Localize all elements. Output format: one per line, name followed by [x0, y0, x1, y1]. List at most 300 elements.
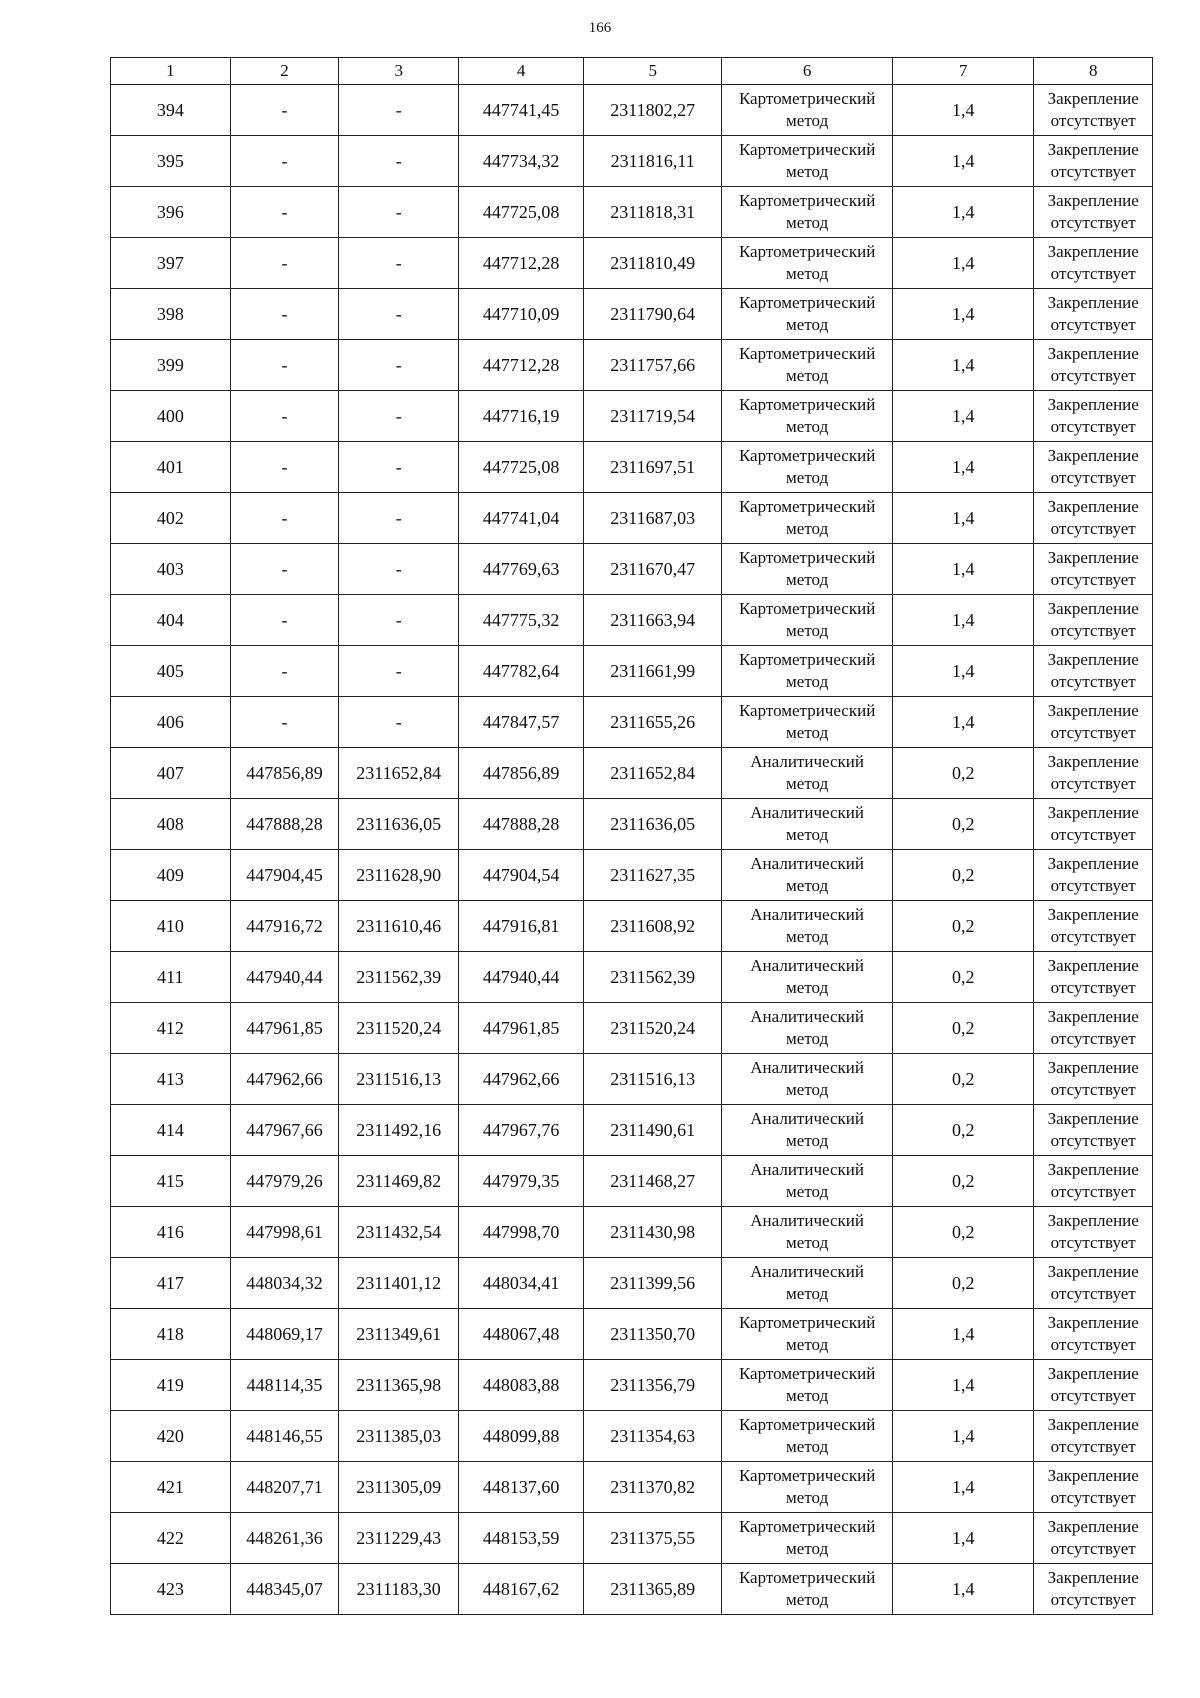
coordinate-cell: 2311305,09	[339, 1462, 459, 1513]
method-name: Аналитический	[750, 1109, 864, 1128]
method-name: Картометрический	[738, 1415, 876, 1434]
coordinate-cell: 448137,60	[459, 1462, 584, 1513]
column-header: 5	[584, 58, 722, 85]
coordinate-cell: 448099,88	[459, 1411, 584, 1462]
point-number-cell: 400	[111, 391, 231, 442]
method-word: метод	[786, 1590, 829, 1609]
fixing-cell	[1034, 697, 1153, 748]
method-cell	[722, 238, 893, 289]
method-cell	[722, 1462, 893, 1513]
column-header: 7	[893, 58, 1034, 85]
method-name: Картометрический	[738, 140, 876, 159]
fixing-word: Закрепление	[1047, 599, 1139, 618]
point-number-cell: 418	[111, 1309, 231, 1360]
method-cell	[722, 1156, 893, 1207]
method-cell	[722, 850, 893, 901]
coordinate-cell: 2311370,82	[584, 1462, 722, 1513]
point-number-cell: 411	[111, 952, 231, 1003]
fixing-status: отсутствует	[1050, 1182, 1136, 1201]
table-row	[111, 1513, 1153, 1564]
method-cell	[722, 595, 893, 646]
method-name: Картометрический	[738, 446, 876, 465]
accuracy-cell: 0,2	[893, 1156, 1034, 1207]
fixing-cell	[1034, 1513, 1153, 1564]
point-number-cell: 417	[111, 1258, 231, 1309]
coordinate-cell: 2311562,39	[584, 952, 722, 1003]
fixing-cell	[1034, 544, 1153, 595]
point-number-cell: 394	[111, 85, 231, 136]
table-row	[111, 544, 1153, 595]
coordinate-cell: -	[339, 442, 459, 493]
fixing-status: отсутствует	[1050, 1335, 1136, 1354]
fixing-status: отсутствует	[1050, 876, 1136, 895]
coordinate-cell: 447725,08	[459, 187, 584, 238]
coordinate-cell: 447904,45	[230, 850, 339, 901]
table-row	[111, 748, 1153, 799]
coordinate-cell: 448153,59	[459, 1513, 584, 1564]
fixing-status: отсутствует	[1050, 1386, 1136, 1405]
table-row	[111, 1258, 1153, 1309]
accuracy-cell: 1,4	[893, 442, 1034, 493]
page-number: 166	[588, 20, 612, 36]
method-cell	[722, 799, 893, 850]
method-name: Аналитический	[750, 1160, 864, 1179]
method-name: Аналитический	[750, 1262, 864, 1281]
coordinate-cell: -	[230, 136, 339, 187]
fixing-word: Закрепление	[1047, 1568, 1139, 1587]
point-number-cell: 408	[111, 799, 231, 850]
coordinate-cell: 447962,66	[230, 1054, 339, 1105]
accuracy-cell: 1,4	[893, 1360, 1034, 1411]
method-word: метод	[786, 1029, 829, 1048]
fixing-word: Закрепление	[1047, 191, 1139, 210]
point-number-cell: 406	[111, 697, 231, 748]
fixing-word: Закрепление	[1047, 803, 1139, 822]
method-cell	[722, 136, 893, 187]
fixing-status: отсутствует	[1050, 315, 1136, 334]
accuracy-cell: 1,4	[893, 1309, 1034, 1360]
point-number-cell: 413	[111, 1054, 231, 1105]
table-row	[111, 1003, 1153, 1054]
accuracy-cell: 1,4	[893, 391, 1034, 442]
method-name: Аналитический	[750, 1211, 864, 1230]
coordinate-cell: 447967,76	[459, 1105, 584, 1156]
point-number-cell: 401	[111, 442, 231, 493]
coordinate-cell: 2311350,70	[584, 1309, 722, 1360]
point-number-cell: 398	[111, 289, 231, 340]
method-cell	[722, 697, 893, 748]
point-number-cell: 403	[111, 544, 231, 595]
coordinate-cell: -	[230, 391, 339, 442]
coordinate-cell: -	[339, 238, 459, 289]
method-name: Картометрический	[738, 1517, 876, 1536]
method-cell	[722, 1207, 893, 1258]
coordinate-cell: 2311468,27	[584, 1156, 722, 1207]
coordinate-cell: 2311810,49	[584, 238, 722, 289]
coordinate-cell: 2311401,12	[339, 1258, 459, 1309]
method-name: Картометрический	[738, 1568, 876, 1587]
coordinate-cell: 2311627,35	[584, 850, 722, 901]
method-name: Картометрический	[738, 1313, 876, 1332]
method-name: Картометрический	[738, 242, 876, 261]
fixing-cell	[1034, 1054, 1153, 1105]
fixing-status: отсутствует	[1050, 1590, 1136, 1609]
method-cell	[722, 1258, 893, 1309]
method-word: метод	[786, 1539, 829, 1558]
coordinate-cell: 2311802,27	[584, 85, 722, 136]
method-cell	[722, 1309, 893, 1360]
coordinate-cell: 448345,07	[230, 1564, 339, 1615]
coordinate-cell: 2311365,98	[339, 1360, 459, 1411]
method-cell	[722, 1564, 893, 1615]
point-number-cell: 422	[111, 1513, 231, 1564]
method-word: метод	[786, 111, 829, 130]
method-word: метод	[786, 927, 829, 946]
fixing-word: Закрепление	[1047, 752, 1139, 771]
accuracy-cell: 0,2	[893, 1105, 1034, 1156]
coordinate-cell: -	[339, 136, 459, 187]
coordinate-cell: 2311356,79	[584, 1360, 722, 1411]
coordinate-cell: -	[339, 85, 459, 136]
fixing-word: Закрепление	[1047, 1211, 1139, 1230]
accuracy-cell: 0,2	[893, 952, 1034, 1003]
fixing-word: Закрепление	[1047, 854, 1139, 873]
method-cell	[722, 544, 893, 595]
fixing-word: Закрепление	[1047, 701, 1139, 720]
coordinate-cell: 2311516,13	[339, 1054, 459, 1105]
table-row	[111, 1105, 1153, 1156]
coordinate-cell: 2311661,99	[584, 646, 722, 697]
table-header-row	[111, 58, 1153, 85]
accuracy-cell: 1,4	[893, 1513, 1034, 1564]
table-row	[111, 850, 1153, 901]
point-number-cell: 423	[111, 1564, 231, 1615]
method-word: метод	[786, 978, 829, 997]
table-row	[111, 697, 1153, 748]
coordinate-cell: 2311608,92	[584, 901, 722, 952]
fixing-cell	[1034, 340, 1153, 391]
table-row	[111, 493, 1153, 544]
point-number-cell: 399	[111, 340, 231, 391]
coordinate-cell: 2311655,26	[584, 697, 722, 748]
fixing-status: отсутствует	[1050, 825, 1136, 844]
fixing-status: отсутствует	[1050, 621, 1136, 640]
coordinate-cell: 2311385,03	[339, 1411, 459, 1462]
table-row	[111, 85, 1153, 136]
accuracy-cell: 1,4	[893, 238, 1034, 289]
fixing-status: отсутствует	[1050, 519, 1136, 538]
coordinate-cell: 2311636,05	[339, 799, 459, 850]
fixing-status: отсутствует	[1050, 111, 1136, 130]
coordinate-cell: 447734,32	[459, 136, 584, 187]
coordinate-cell: 447967,66	[230, 1105, 339, 1156]
accuracy-cell: 1,4	[893, 1564, 1034, 1615]
method-name: Картометрический	[738, 548, 876, 567]
coordinate-cell: 2311562,39	[339, 952, 459, 1003]
method-word: метод	[786, 1284, 829, 1303]
coordinates-table	[110, 57, 1153, 1615]
coordinate-cell: 448034,32	[230, 1258, 339, 1309]
coordinate-cell: 2311520,24	[339, 1003, 459, 1054]
fixing-word: Закрепление	[1047, 395, 1139, 414]
fixing-word: Закрепление	[1047, 89, 1139, 108]
column-header: 8	[1034, 58, 1153, 85]
point-number-cell: 405	[111, 646, 231, 697]
method-name: Аналитический	[750, 752, 864, 771]
point-number-cell: 421	[111, 1462, 231, 1513]
accuracy-cell: 0,2	[893, 1207, 1034, 1258]
coordinate-cell: 447769,63	[459, 544, 584, 595]
coordinate-cell: 2311816,11	[584, 136, 722, 187]
method-name: Аналитический	[750, 803, 864, 822]
fixing-word: Закрепление	[1047, 1262, 1139, 1281]
fixing-cell	[1034, 493, 1153, 544]
accuracy-cell: 1,4	[893, 340, 1034, 391]
coordinate-cell: -	[230, 697, 339, 748]
method-word: метод	[786, 723, 829, 742]
method-cell	[722, 1105, 893, 1156]
point-number-cell: 415	[111, 1156, 231, 1207]
fixing-status: отсутствует	[1050, 1233, 1136, 1252]
method-cell	[722, 391, 893, 442]
fixing-word: Закрепление	[1047, 650, 1139, 669]
method-word: метод	[786, 1488, 829, 1507]
method-name: Картометрический	[738, 701, 876, 720]
fixing-cell	[1034, 289, 1153, 340]
point-number-cell: 409	[111, 850, 231, 901]
method-word: метод	[786, 774, 829, 793]
table-body	[111, 85, 1153, 1615]
method-word: метод	[786, 519, 829, 538]
table-row	[111, 187, 1153, 238]
fixing-cell	[1034, 952, 1153, 1003]
accuracy-cell: 0,2	[893, 901, 1034, 952]
method-cell	[722, 748, 893, 799]
coordinate-cell: 2311719,54	[584, 391, 722, 442]
column-header: 3	[339, 58, 459, 85]
table-row	[111, 1411, 1153, 1462]
method-name: Аналитический	[750, 1058, 864, 1077]
coordinate-cell: 448034,41	[459, 1258, 584, 1309]
fixing-cell	[1034, 1564, 1153, 1615]
accuracy-cell: 0,2	[893, 1054, 1034, 1105]
coordinate-cell: 2311818,31	[584, 187, 722, 238]
method-word: метод	[786, 1233, 829, 1252]
coordinate-cell: 447888,28	[459, 799, 584, 850]
fixing-word: Закрепление	[1047, 344, 1139, 363]
fixing-cell	[1034, 391, 1153, 442]
fixing-cell	[1034, 901, 1153, 952]
coordinate-cell: 447856,89	[459, 748, 584, 799]
coordinate-cell: 447782,64	[459, 646, 584, 697]
fixing-cell	[1034, 1105, 1153, 1156]
fixing-word: Закрепление	[1047, 1313, 1139, 1332]
point-number-cell: 420	[111, 1411, 231, 1462]
fixing-status: отсутствует	[1050, 417, 1136, 436]
fixing-cell	[1034, 442, 1153, 493]
fixing-word: Закрепление	[1047, 140, 1139, 159]
method-name: Аналитический	[750, 854, 864, 873]
method-cell	[722, 85, 893, 136]
method-cell	[722, 1411, 893, 1462]
method-cell	[722, 1513, 893, 1564]
fixing-word: Закрепление	[1047, 905, 1139, 924]
accuracy-cell: 0,2	[893, 850, 1034, 901]
coordinate-cell: -	[230, 85, 339, 136]
fixing-status: отсутствует	[1050, 1029, 1136, 1048]
coordinate-cell: 447998,70	[459, 1207, 584, 1258]
method-cell	[722, 493, 893, 544]
fixing-cell	[1034, 1003, 1153, 1054]
method-word: метод	[786, 366, 829, 385]
point-number-cell: 416	[111, 1207, 231, 1258]
method-cell	[722, 952, 893, 1003]
method-word: метод	[786, 1437, 829, 1456]
method-cell	[722, 340, 893, 391]
coordinate-cell: 447712,28	[459, 340, 584, 391]
accuracy-cell: 1,4	[893, 697, 1034, 748]
fixing-cell	[1034, 595, 1153, 646]
fixing-word: Закрепление	[1047, 548, 1139, 567]
table-row	[111, 952, 1153, 1003]
method-name: Аналитический	[750, 1007, 864, 1026]
fixing-status: отсутствует	[1050, 1080, 1136, 1099]
accuracy-cell: 1,4	[893, 1462, 1034, 1513]
point-number-cell: 395	[111, 136, 231, 187]
coordinate-cell: -	[339, 340, 459, 391]
method-name: Аналитический	[750, 956, 864, 975]
column-header: 6	[722, 58, 893, 85]
coordinate-cell: -	[230, 493, 339, 544]
fixing-cell	[1034, 1207, 1153, 1258]
accuracy-cell: 1,4	[893, 187, 1034, 238]
method-cell	[722, 901, 893, 952]
method-word: метод	[786, 672, 829, 691]
fixing-word: Закрепление	[1047, 293, 1139, 312]
table-row	[111, 1360, 1153, 1411]
accuracy-cell: 0,2	[893, 748, 1034, 799]
accuracy-cell: 0,2	[893, 1258, 1034, 1309]
coordinate-cell: 447712,28	[459, 238, 584, 289]
method-word: метод	[786, 417, 829, 436]
table-row	[111, 340, 1153, 391]
table-row	[111, 238, 1153, 289]
coordinate-cell: 447940,44	[230, 952, 339, 1003]
method-word: метод	[786, 621, 829, 640]
fixing-cell	[1034, 748, 1153, 799]
coordinate-cell: 447904,54	[459, 850, 584, 901]
coordinate-cell: 2311492,16	[339, 1105, 459, 1156]
coordinate-cell: 447916,81	[459, 901, 584, 952]
coordinate-cell: 2311354,63	[584, 1411, 722, 1462]
coordinate-cell: -	[230, 340, 339, 391]
fixing-word: Закрепление	[1047, 1415, 1139, 1434]
coordinate-cell: -	[230, 646, 339, 697]
coordinate-cell: 448146,55	[230, 1411, 339, 1462]
coordinate-cell: 448114,35	[230, 1360, 339, 1411]
coordinate-cell: -	[230, 187, 339, 238]
method-name: Картометрический	[738, 1364, 876, 1383]
fixing-word: Закрепление	[1047, 1058, 1139, 1077]
coordinate-cell: 447716,19	[459, 391, 584, 442]
coordinate-cell: -	[230, 442, 339, 493]
method-cell	[722, 442, 893, 493]
fixing-cell	[1034, 1156, 1153, 1207]
method-word: метод	[786, 213, 829, 232]
method-word: метод	[786, 315, 829, 334]
coordinate-cell: -	[230, 544, 339, 595]
table-row	[111, 136, 1153, 187]
coordinate-cell: 2311790,64	[584, 289, 722, 340]
accuracy-cell: 0,2	[893, 1003, 1034, 1054]
fixing-status: отсутствует	[1050, 723, 1136, 742]
fixing-word: Закрепление	[1047, 1364, 1139, 1383]
fixing-cell	[1034, 1411, 1153, 1462]
method-name: Картометрический	[738, 650, 876, 669]
coordinate-cell: 2311697,51	[584, 442, 722, 493]
method-name: Картометрический	[738, 1466, 876, 1485]
accuracy-cell: 0,2	[893, 799, 1034, 850]
coordinate-cell: 2311516,13	[584, 1054, 722, 1105]
table-row	[111, 646, 1153, 697]
fixing-word: Закрепление	[1047, 497, 1139, 516]
accuracy-cell: 1,4	[893, 85, 1034, 136]
method-cell	[722, 1360, 893, 1411]
coordinate-cell: 448261,36	[230, 1513, 339, 1564]
method-word: метод	[786, 1335, 829, 1354]
method-word: метод	[786, 570, 829, 589]
method-name: Картометрический	[738, 344, 876, 363]
table-row	[111, 442, 1153, 493]
accuracy-cell: 1,4	[893, 544, 1034, 595]
fixing-status: отсутствует	[1050, 213, 1136, 232]
fixing-status: отсутствует	[1050, 978, 1136, 997]
point-number-cell: 407	[111, 748, 231, 799]
fixing-cell	[1034, 850, 1153, 901]
fixing-cell	[1034, 136, 1153, 187]
coordinate-cell: 448067,48	[459, 1309, 584, 1360]
coordinate-cell: 2311628,90	[339, 850, 459, 901]
coordinate-cell: -	[339, 595, 459, 646]
coordinate-cell: 2311757,66	[584, 340, 722, 391]
method-word: метод	[786, 1386, 829, 1405]
coordinate-cell: 447979,35	[459, 1156, 584, 1207]
fixing-status: отсутствует	[1050, 927, 1136, 946]
method-cell	[722, 289, 893, 340]
coordinate-cell: -	[339, 697, 459, 748]
coordinate-cell: 2311636,05	[584, 799, 722, 850]
coordinate-cell: 2311469,82	[339, 1156, 459, 1207]
accuracy-cell: 1,4	[893, 595, 1034, 646]
coordinate-cell: 2311399,56	[584, 1258, 722, 1309]
fixing-cell	[1034, 799, 1153, 850]
coordinate-cell: 2311652,84	[339, 748, 459, 799]
coordinate-cell: 447940,44	[459, 952, 584, 1003]
coordinate-cell: 2311365,89	[584, 1564, 722, 1615]
table-row	[111, 799, 1153, 850]
method-name: Картометрический	[738, 191, 876, 210]
fixing-status: отсутствует	[1050, 1284, 1136, 1303]
fixing-word: Закрепление	[1047, 1007, 1139, 1026]
fixing-cell	[1034, 646, 1153, 697]
coordinate-cell: 447741,45	[459, 85, 584, 136]
fixing-status: отсутствует	[1050, 1488, 1136, 1507]
method-name: Картометрический	[738, 395, 876, 414]
accuracy-cell: 1,4	[893, 136, 1034, 187]
table-row	[111, 1156, 1153, 1207]
point-number-cell: 410	[111, 901, 231, 952]
coordinate-cell: 2311520,24	[584, 1003, 722, 1054]
